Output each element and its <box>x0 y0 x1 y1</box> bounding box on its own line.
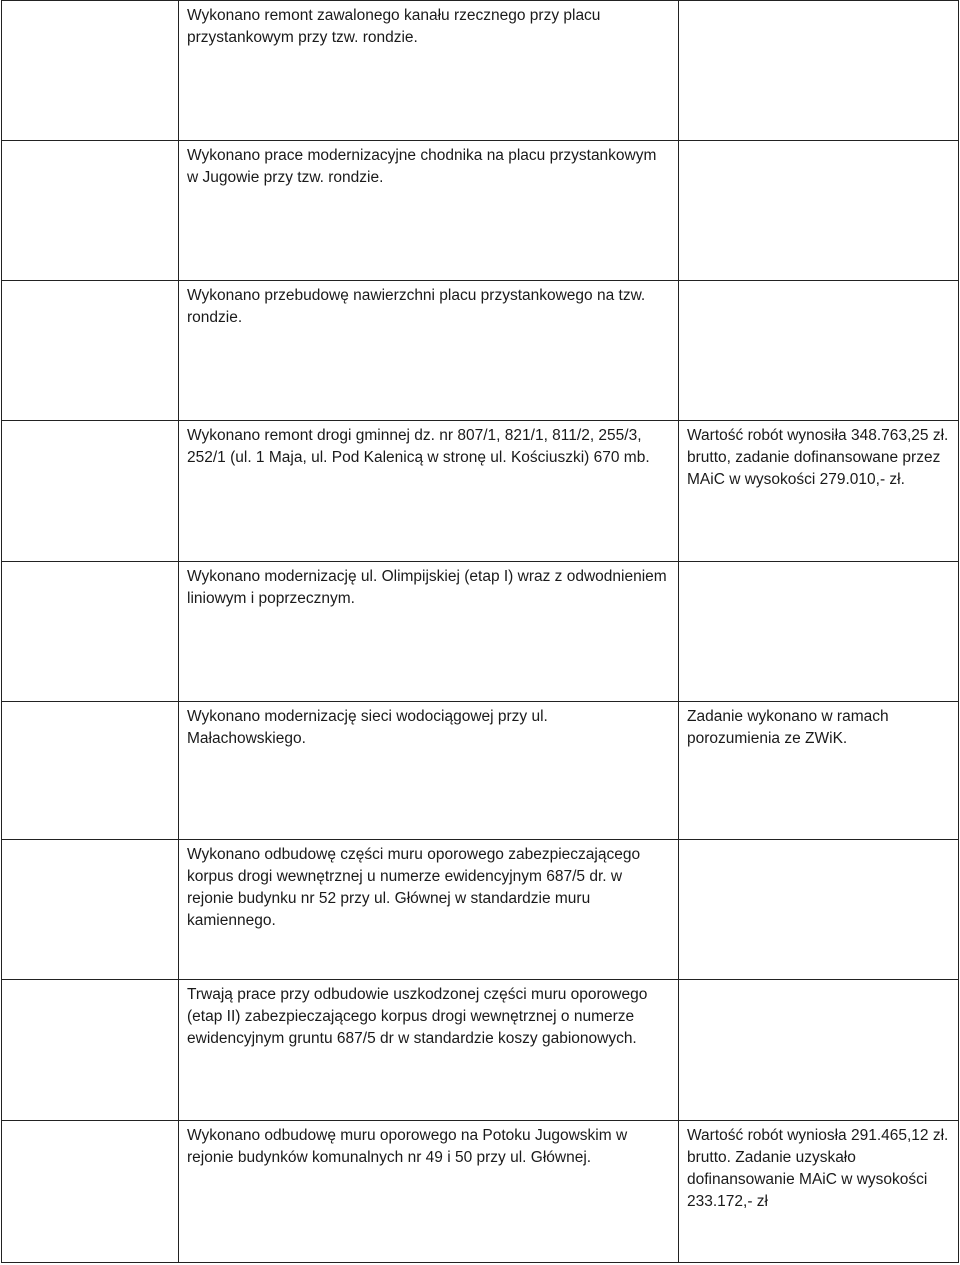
index-cell <box>2 1 179 141</box>
table-row <box>2 141 959 281</box>
remarks-cell <box>679 980 959 1121</box>
remarks: Wartość robót wynosiła 348.763,25 zł. brutto, zadanie dofinansowane przez MAiC w wysokości 279.010,- zł. <box>687 427 949 488</box>
index-cell <box>2 281 179 421</box>
remarks-cell <box>679 1121 959 1263</box>
table-row <box>2 562 959 702</box>
remarks: Wartość robót wyniosła 291.465,12 zł. brutto. Zadanie uzyskało dofinansowanie MAiC w wysokości 233.172,- zł <box>687 1127 949 1210</box>
remarks-cell <box>679 141 959 281</box>
work-description: Wykonano remont zawalonego kanału rzecznego przy placu przystankowym przy tzw. rondzie. <box>187 7 601 46</box>
work-description: Wykonano remont drogi gminnej dz. nr 807/1, 821/1, 811/2, 255/3, 252/1 (ul. 1 Maja, ul. Pod Kalenicą w stronę ul. Kościuszki) 670 mb. <box>187 427 650 466</box>
remarks-cell <box>679 702 959 840</box>
index-cell <box>2 980 179 1121</box>
remarks-cell <box>679 840 959 980</box>
index-cell <box>2 1121 179 1263</box>
works-table <box>1 0 959 1263</box>
remarks: Zadanie wykonano w ramach porozumienia ze ZWiK. <box>687 708 889 747</box>
index-cell <box>2 562 179 702</box>
table-row <box>2 840 959 980</box>
work-description: Wykonano modernizację ul. Olimpijskiej (etap I) wraz z odwodnieniem liniowym i poprzecznym. <box>187 568 667 607</box>
remarks-cell <box>679 562 959 702</box>
work-description-cell <box>179 980 679 1121</box>
work-description-cell <box>179 421 679 562</box>
work-description-cell <box>179 562 679 702</box>
remarks-cell <box>679 281 959 421</box>
remarks-cell <box>679 421 959 562</box>
work-description-cell <box>179 1 679 141</box>
work-description: Wykonano odbudowę części muru oporowego zabezpieczającego korpus drogi wewnętrznej u numerze ewidencyjnym 687/5 dr. w rejonie budynku nr 52 przy ul. Głównej w standardzie muru kamiennego. <box>187 846 641 929</box>
index-cell <box>2 702 179 840</box>
work-description: Trwają prace przy odbudowie uszkodzonej części muru oporowego (etap II) zabezpieczającego korpus drogi wewnętrznej o numerze ewidencyjnym gruntu 687/5 dr w standardzie koszy gabionowych. <box>187 986 648 1047</box>
work-description-cell <box>179 281 679 421</box>
index-cell <box>2 840 179 980</box>
index-cell <box>2 141 179 281</box>
work-description: Wykonano odbudowę muru oporowego na Potoku Jugowskim w rejonie budynków komunalnych nr 49 i 50 przy ul. Głównej. <box>187 1127 628 1166</box>
table-row <box>2 1121 959 1263</box>
work-description: Wykonano modernizację sieci wodociągowej przy ul. Małachowskiego. <box>187 708 548 747</box>
table-row <box>2 421 959 562</box>
table-row <box>2 281 959 421</box>
work-description-cell <box>179 702 679 840</box>
work-description: Wykonano przebudowę nawierzchni placu przystankowego na tzw. rondzie. <box>187 287 646 326</box>
work-description: Wykonano prace modernizacyjne chodnika na placu przystankowym w Jugowie przy tzw. rondzie. <box>187 147 657 186</box>
work-description-cell <box>179 1121 679 1263</box>
index-cell <box>2 421 179 562</box>
remarks-cell <box>679 1 959 141</box>
table-row <box>2 1 959 141</box>
work-description-cell <box>179 840 679 980</box>
work-description-cell <box>179 141 679 281</box>
table-row <box>2 702 959 840</box>
table-row <box>2 980 959 1121</box>
